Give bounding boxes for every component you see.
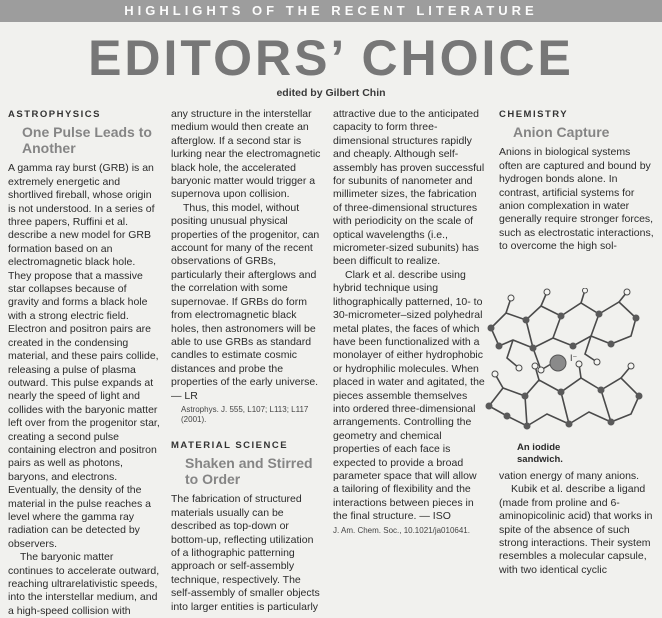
page-title: EDITORS’ CHOICE <box>88 30 574 86</box>
column-chemistry-cont <box>499 470 654 577</box>
body-paragraph: The fabrication of structured materials usually can be described as top-down or bottom-up, reflecting utilization of a lithographic patterning approach or self-assembly technique, respectively. The self-assembly of smaller objects into larger entities is particularly <box>171 493 320 613</box>
column-chemistry <box>499 108 654 254</box>
column-astrophysics-cont <box>171 108 323 614</box>
section-label: CHEMISTRY <box>499 109 569 120</box>
article-headline: Shaken and Stirred to Order <box>185 455 313 488</box>
iodide-atom <box>550 355 566 371</box>
body-paragraph: Clark et al. describe using hybrid technique using lithographically patterned, 10- to 30-micrometer–sized polyhedral metal plates, the faces of which have been functionalized with a monolayer of either hydrophobic or hydrophilic molecules. When placed in water and agitated, the pieces assemble themselves into ordered three-dimensional arrangements. Controlling the geometry and chemical properties of each face is expected to provide a broad parameter space that will allow a tailoring of flexibility and the interactions between pieces in the final structure. — ISO <box>333 268 485 523</box>
section-banner: HIGHLIGHTS OF THE RECENT LITERATURE <box>0 0 662 22</box>
article-headline: Anion Capture <box>513 124 610 141</box>
column-material-science <box>333 108 485 536</box>
citation: Astrophys. J. 555, L107; L113; L117 (2001). <box>181 404 309 424</box>
body-paragraph: The baryonic matter continues to accelerate outward, reaching ultrarelativistic speeds, into the interstellar medium, and a high-speed collision with <box>8 551 160 617</box>
body-paragraph: Kubik et al. describe a ligand (made from proline and 6-aminopicolinic acid) that works in spite of the absence of such strong interactions. Their system resembles a molecular capsule, with two identical cyclic <box>499 483 653 576</box>
citation: J. Am. Chem. Soc., 10.1021/ja010641. <box>333 525 470 535</box>
article-headline: One Pulse Leads to Another <box>22 124 152 157</box>
section-label: MATERIAL SCIENCE <box>171 439 289 451</box>
body-paragraph: attractive due to the anticipated capacity to form three-dimensional structures rapidly and cheaply. Although self-assembly has proven successful for subunits of nanometer and millimeter sizes, the fabrication of three-dimensional structures with periodicity on the scale of optical wavelengths (i.e., micrometer-sized subunits) has been difficult to realize. <box>333 108 485 268</box>
body-paragraph: Thus, this model, without positing unusual physical properties of the progenitor, can account for many of the recent observations of GRBs, particularly their afterglows and the correlation with some supernovae. If GRBs do form from electromagnetic black holes, then astronomers will be able to use GRBs as standard candles to estimate cosmic distances and probe the properties of the early universe. — LR <box>171 201 320 402</box>
body-paragraph: vation energy of many anions. <box>499 470 640 482</box>
section-label: ASTROPHYSICS <box>8 109 101 120</box>
iodide-label: I⁻ <box>570 353 578 363</box>
column-astrophysics <box>8 108 160 618</box>
figure-caption: An iodide sandwich. <box>517 442 563 465</box>
body-paragraph: Anions in biological systems often are captured and bound by hydrogen bonds alone. In contrast, artificial systems for anion complexation in water generally require stronger forces, such as electrostatic interactions, to overcome the high sol- <box>499 146 654 253</box>
body-paragraph: A gamma ray burst (GRB) is an extremely energetic and shortlived fireball, whose origin is not understood. In a series of three papers, Ruffini et al. describe a new model for GRB formation based on an electromagnetic black hole. They propose that a massive star collapses because of gravity and forms a black hole with a strong electric field. Electron and positron pairs are created in the condensing material, and these pairs collide, releasing a pulse of plasma outward. This pulse expands at nearly the speed of light and collides with the baryonic matter left over from the progenitor star, creating a second pulse containing electron and positron pairs as well as photons, baryons, and electrons. Eventually, the density of the material in the pulse reaches a level where the gamma ray radiation can be detected by observers. <box>8 162 160 550</box>
iodide-sandwich-figure <box>481 288 646 466</box>
editor-credit: edited by Gilbert Chin <box>276 87 386 99</box>
body-paragraph: any structure in the interstellar medium would then create an afterglow. If a second star is lurking near the electromagnetic black hole, the accelerated baryonic matter would trigger a supernova upon collision. <box>171 108 321 201</box>
